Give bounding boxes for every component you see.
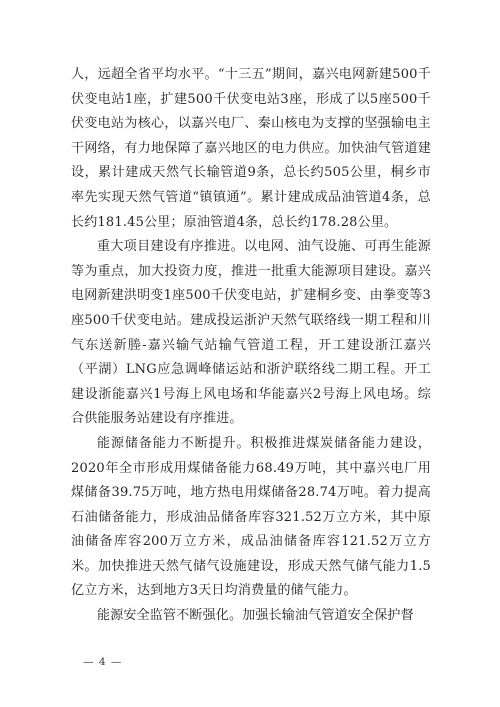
paragraph-safety-supervision: 能源安全监管不断强化。加强长输油气管道安全保护督 bbox=[97, 608, 414, 624]
paragraph-energy-reserves: 能源储备能力不断提升。积极推进煤炭储备能力建设，2020年全市形成用煤储备能力68.49万吨，其中嘉兴电厂用煤储备39.75万吨，地方热电用煤储备28.74万吨。着力提高石油储备能力，形成油品储备库容321.52万立方米，其中原油储备库容200万立方米，成品油储备库容121.52万立方米。加快推进天然气储气设施建设，形成天然气储气能力1.5亿立方米，达到地方3天日均消费量的储气能力。 bbox=[71, 435, 431, 599]
page-number: — 4 — bbox=[83, 656, 123, 668]
paragraph-major-projects: 重大项目建设有序推进。以电网、油气设施、可再生能源等为重点，加大投资力度，推进一批重大能源项目建设。嘉兴电网新建洪明变1座500千伏变电站，扩建桐乡变、由拳变等3座500千伏变电站。建成投运浙沪天然气联络线一期工程和川气东送新塍-嘉兴输气站输气管道工程，开工建设浙江嘉兴（平湖）LNG应急调峰储运站和浙沪联络线二期工程。开工建设浙能嘉兴1号海上风电场和华能嘉兴2号海上风电场。综合供能服务站建设有序推进。 bbox=[71, 239, 431, 427]
document-body bbox=[71, 63, 431, 629]
paragraph-power-grid: 人，远超全省平均水平。“十三五”期间，嘉兴电网新建500千伏变电站1座，扩建500千伏变电站3座，形成了以5座500千伏变电站为核心，以嘉兴电厂、秦山核电为支撑的坚强输电主干网络，有力地保障了嘉兴地区的电力供应。加快油气管道建设，累计建成天然气长输管道9条，总长约505公里，桐乡市率先实现天然气管道“镇镇通”。累计建成成品油管道4条，总长约181.45公里；原油管道4条，总长约178.28公里。 bbox=[71, 67, 431, 230]
